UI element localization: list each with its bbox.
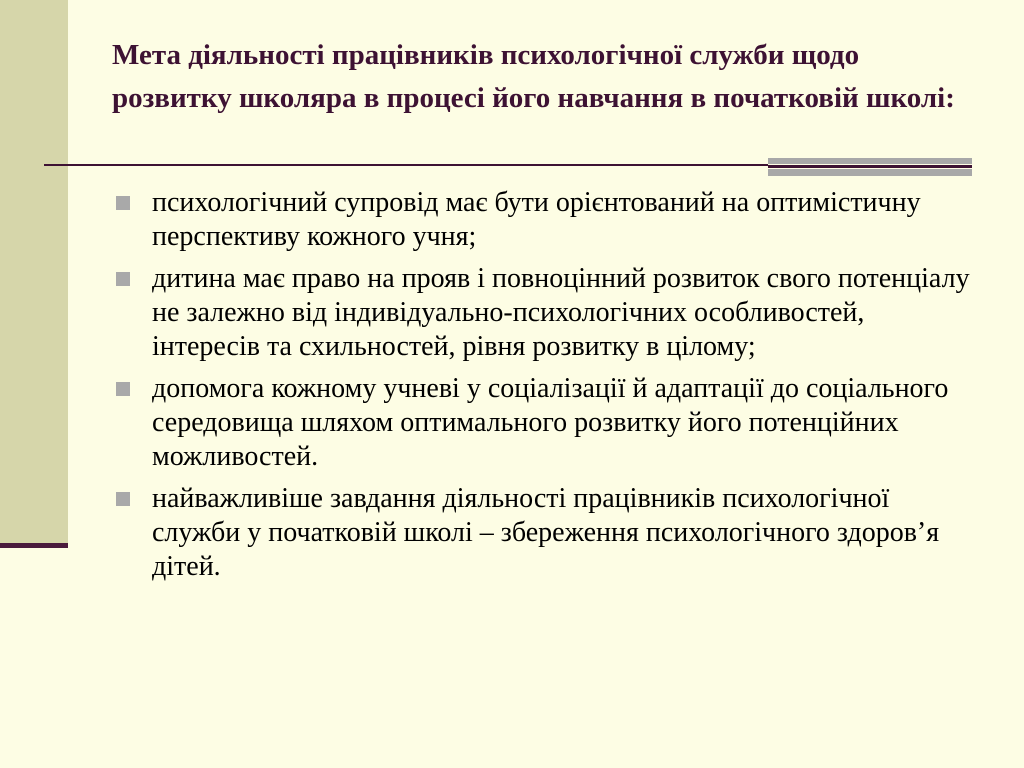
- accent-bars: [768, 158, 972, 178]
- accent-bar-middle: [768, 165, 972, 168]
- square-bullet-icon: [116, 196, 130, 210]
- bullet-text: психологічний супровід має бути орієнтований на оптимістичну перспективу кожного учня;: [152, 187, 921, 252]
- bullet-item: [112, 262, 972, 364]
- bullet-item: [112, 186, 972, 254]
- left-bar-underline: [0, 543, 68, 548]
- bullet-item: [112, 482, 972, 584]
- accent-bar-top: [768, 158, 972, 164]
- bullet-item: [112, 372, 972, 474]
- square-bullet-icon: [116, 272, 130, 286]
- bullet-text: допомога кожному учневі у соціалізації й адаптації до соціального середовища шляхом оптимального розвитку його потенційних можливостей.: [152, 373, 949, 472]
- bullet-text: найважливіше завдання діяльності працівників психологічної служби у початковій школі – збереження психологічного здоров’я дітей.: [152, 483, 940, 582]
- title-divider-line: [44, 164, 768, 166]
- slide-title: Мета діяльності працівників психологічної служби щодо розвитку школяра в процесі його навчання в початковій школі:: [112, 39, 955, 114]
- left-decorative-bar: [0, 0, 68, 543]
- bullet-text: дитина має право на прояв і повноцінний розвиток свого потенціалу не залежно від індивідуально-психологічних особливостей, інтересів та схильностей, рівня розвитку в цілому;: [152, 263, 970, 362]
- accent-bar-bottom: [768, 169, 972, 176]
- square-bullet-icon: [116, 382, 130, 396]
- square-bullet-icon: [116, 492, 130, 506]
- bullet-list: [112, 186, 972, 592]
